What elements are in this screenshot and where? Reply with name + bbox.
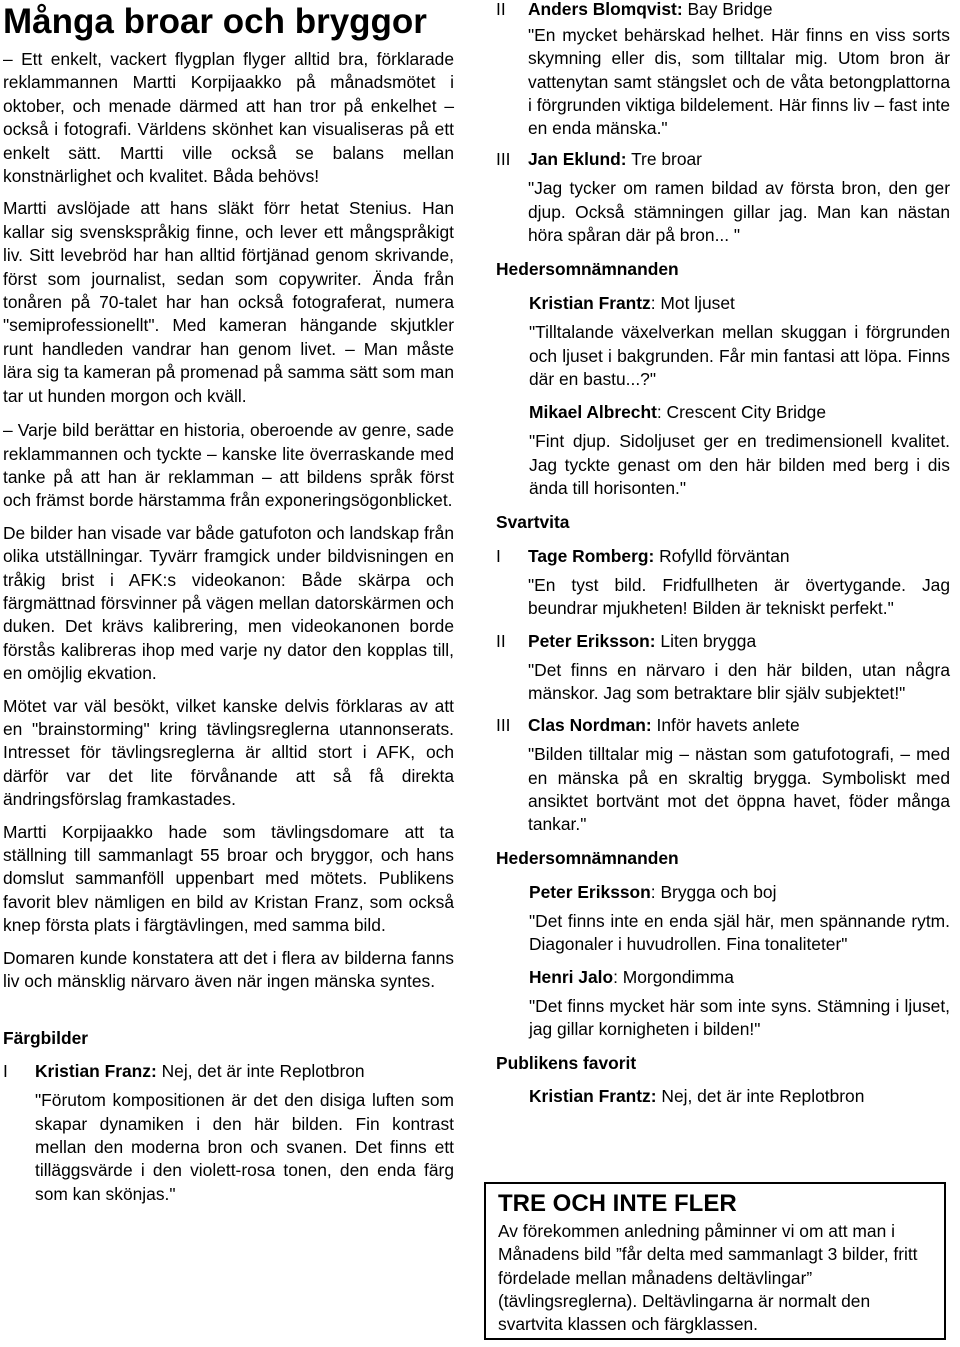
photographer-name: Kristian Frantz — [529, 293, 651, 314]
paragraph-conclusion: Domaren kunde konstatera att det i flera av bilderna fanns liv och mänsklig närvaro även när ingen mänska syntes. — [3, 947, 454, 992]
photographer-name: Tage Romberg: — [528, 546, 655, 567]
award-rank: II — [496, 0, 506, 19]
photo-title: : Brygga och boj — [650, 881, 777, 902]
photographer-name: Kristian Frantz: — [529, 1085, 657, 1106]
award-entry — [496, 630, 950, 706]
judge-quote: "Förutom kompositionen är det den disiga luften som skapar dynamiken i den här bilden. Fin kontrast mellan den moderna bron och svanen. Det finns ett tilläggsvärde i den violett-rosa tonen, den enda färg som kan skönjas." — [35, 1090, 454, 1204]
section-title-honorable: Hedersomnämnanden — [496, 847, 679, 868]
photo-title: Rofylld förväntan — [654, 546, 790, 567]
paragraph-meeting: Mötet var väl besökt, vilket kanske delvis förklaras av att en "brainstorming" kring tävlingsreglerna utannonserats. Intresset för tävlingsreglerna är alltid stort i AFK, och därför var det lite förvånande att så få direkta ändringsförslag framkastades. — [3, 695, 454, 810]
photo-title: Nej, det är inte Replotbron — [656, 1085, 865, 1106]
right-column — [496, 0, 950, 1108]
photographer-name: Clas Nordman: — [528, 715, 652, 736]
photo-title: : Mot ljuset — [650, 293, 735, 314]
info-box — [484, 1182, 946, 1340]
judge-quote: "En tyst bild. Fridfullheten är övertygande. Jag beundrar mjukheten! Bilden är tekniskt perfekt." — [528, 575, 950, 619]
photo-title: Tre broar — [626, 149, 702, 170]
judge-quote: "Jag tycker om ramen bildad av första bron, den ger djup. Också stämningen gillar jag. Man kan nästan höra spåran där på bron... " — [528, 178, 950, 246]
audience-favorite — [496, 1085, 950, 1108]
article-title: Många broar och bryggor — [3, 2, 427, 41]
paragraph-pictures: De bilder han visade var både gatufoton och landskap från olika utställningar. Tyvärr framgick under bildvisningen en tråkig brist i AFK:s videokanon: Både skärpa och färgmättnad försvinner på vägen mellan datorskärmen och duken. Det krävs kalibrering, men videokanonen borde förstås kalibreras ihop med varje ny dator den kopplas till, en omöjlig ekvation. — [3, 522, 454, 684]
paragraph-judge: Martti Korpijaakko hade som tävlingsdomare att ta ställning till sammanlagt 55 broar och bryggor, och hans domslut sammanföll uppenbart med mötets. Publikens favorit blev nämligen en bild av Kristan Franz, som också knep första plats i färgtävlingen, med samma bild. — [3, 821, 454, 936]
award-entry — [3, 1060, 462, 1205]
section-title-honorable: Hedersomnämnanden — [496, 259, 679, 280]
award-rank: III — [496, 149, 511, 170]
judge-quote: "Bilden tilltalar mig – nästan som gatufotografi, – med en mänska på en skraltig brygga. Symboliskt med ansiktet bortvänt mot det öppna havet, föder många tankar." — [528, 744, 950, 835]
award-rank: II — [496, 630, 506, 651]
photographer-name: Peter Eriksson: — [528, 630, 656, 651]
award-rank: III — [496, 715, 511, 736]
photo-title: Bay Bridge — [682, 0, 773, 19]
award-entry — [496, 714, 950, 836]
honorable-entry — [496, 292, 950, 500]
judge-quote: "Det finns mycket här som inte syns. Stämning i ljuset, jag gillar kornigheten i bilden!" — [529, 996, 950, 1040]
photographer-name: Peter Eriksson — [529, 881, 651, 902]
info-box-title: TRE OCH INTE FLER — [498, 1190, 737, 1217]
photographer-name: Kristian Franz: — [35, 1061, 157, 1082]
photographer-name: Jan Eklund: — [528, 149, 627, 170]
honorable-entry — [496, 881, 950, 1042]
award-rank: I — [3, 1061, 8, 1082]
award-entry — [496, 148, 950, 247]
award-entry — [496, 545, 950, 621]
judge-quote: "Det finns en närvaro i den här bilden, utan några mänskor. Jag som betraktare blir själv subjektet!" — [528, 659, 950, 704]
photographer-name: Henri Jalo — [529, 967, 614, 988]
judge-quote: "En mycket behärskad helhet. Här finns en viss sorts skymning eller dis, som tilltalar mig. Utom bron är vattenytan samt stängslet och de våta betongplattorna i förgrunden viktiga bildelement. Här finns liv – fast inte en enda mänska." — [528, 25, 950, 139]
paragraph-intro: – Ett enkelt, vackert flygplan flyger alltid bra, förklarade reklammannen Martti Korpijaakko på månadsmötet i oktober, och menade därmed att han tror på enkelhet – också i fotografi. Världens skönhet kan visualiseras på ett enkelt sätt. Martti ville också se balans mellan konstnärlighet och kvalitet. Båda behövs! — [3, 49, 454, 187]
judge-quote: "Fint djup. Sidoljuset ger en tredimensionell kvalitet. Jag tyckte genast om den här bilden med berg i dis ända till horisonten." — [529, 431, 950, 498]
info-box-text: Av förekommen anledning påminner vi om att man i Månadens bild ”får delta med sammanlagt 3 bilder, fritt fördelade mellan månadens deltävlingar” (tävlingsreglerna). Deltävlingarna är normalt den svartvita klassen och färgklassen. — [498, 1221, 918, 1335]
section-title-color: Färgbilder — [3, 1028, 89, 1049]
photo-title: : Crescent City Bridge — [656, 402, 827, 423]
award-rank: I — [496, 546, 501, 567]
paragraph-stenius: Martti avslöjade att hans släkt förr hetat Stenius. Han kallar sig svenskspråkig finne, och lever ett mångspråkigt liv. Sitt levebröd har han alltid förtjänad genom skrivande, först som journalist, sedan som copywriter. Ända från tonåren på 70-talet har han också fotograferat, numera "semiprofessionellt". Med kameran hängande skjutkler runt handleden vandrar han genom livet. – Man måste lära sig ta kameran på promenad på samma sätt som man tar ut hunden morgon och kväll. — [3, 198, 454, 406]
photo-title: Inför havets anlete — [651, 715, 800, 736]
photo-title: Nej, det är inte Replotbron — [156, 1061, 365, 1082]
section-title-audience: Publikens favorit — [496, 1052, 637, 1073]
photo-title: Liten brygga — [655, 630, 757, 651]
paragraph-story: – Varje bild berättar en historia, oberoende av genre, sade reklammannen och tyckte – kanske lite överraskande med tanke på att han är reklamman – att bildens språk först och främst borde härstamma från exponeringsögonblicket. — [3, 420, 454, 511]
award-entry — [496, 0, 950, 140]
judge-quote: "Det finns inte en enda själ här, men spännande rytm. Diagonaler i huvudrollen. Fina tonaliteter" — [529, 910, 950, 954]
section-title-bw: Svartvita — [496, 512, 570, 533]
judge-quote: "Tilltalande växelverkan mellan skuggan i förgrunden och ljuset i bakgrunden. Får min fantasi att löpa. Finns där en bastu...?" — [529, 322, 950, 389]
photo-title: : Morgondimma — [613, 967, 734, 988]
photographer-name: Mikael Albrecht — [529, 402, 657, 423]
left-column — [0, 0, 462, 1206]
photographer-name: Anders Blomqvist: — [528, 0, 683, 19]
